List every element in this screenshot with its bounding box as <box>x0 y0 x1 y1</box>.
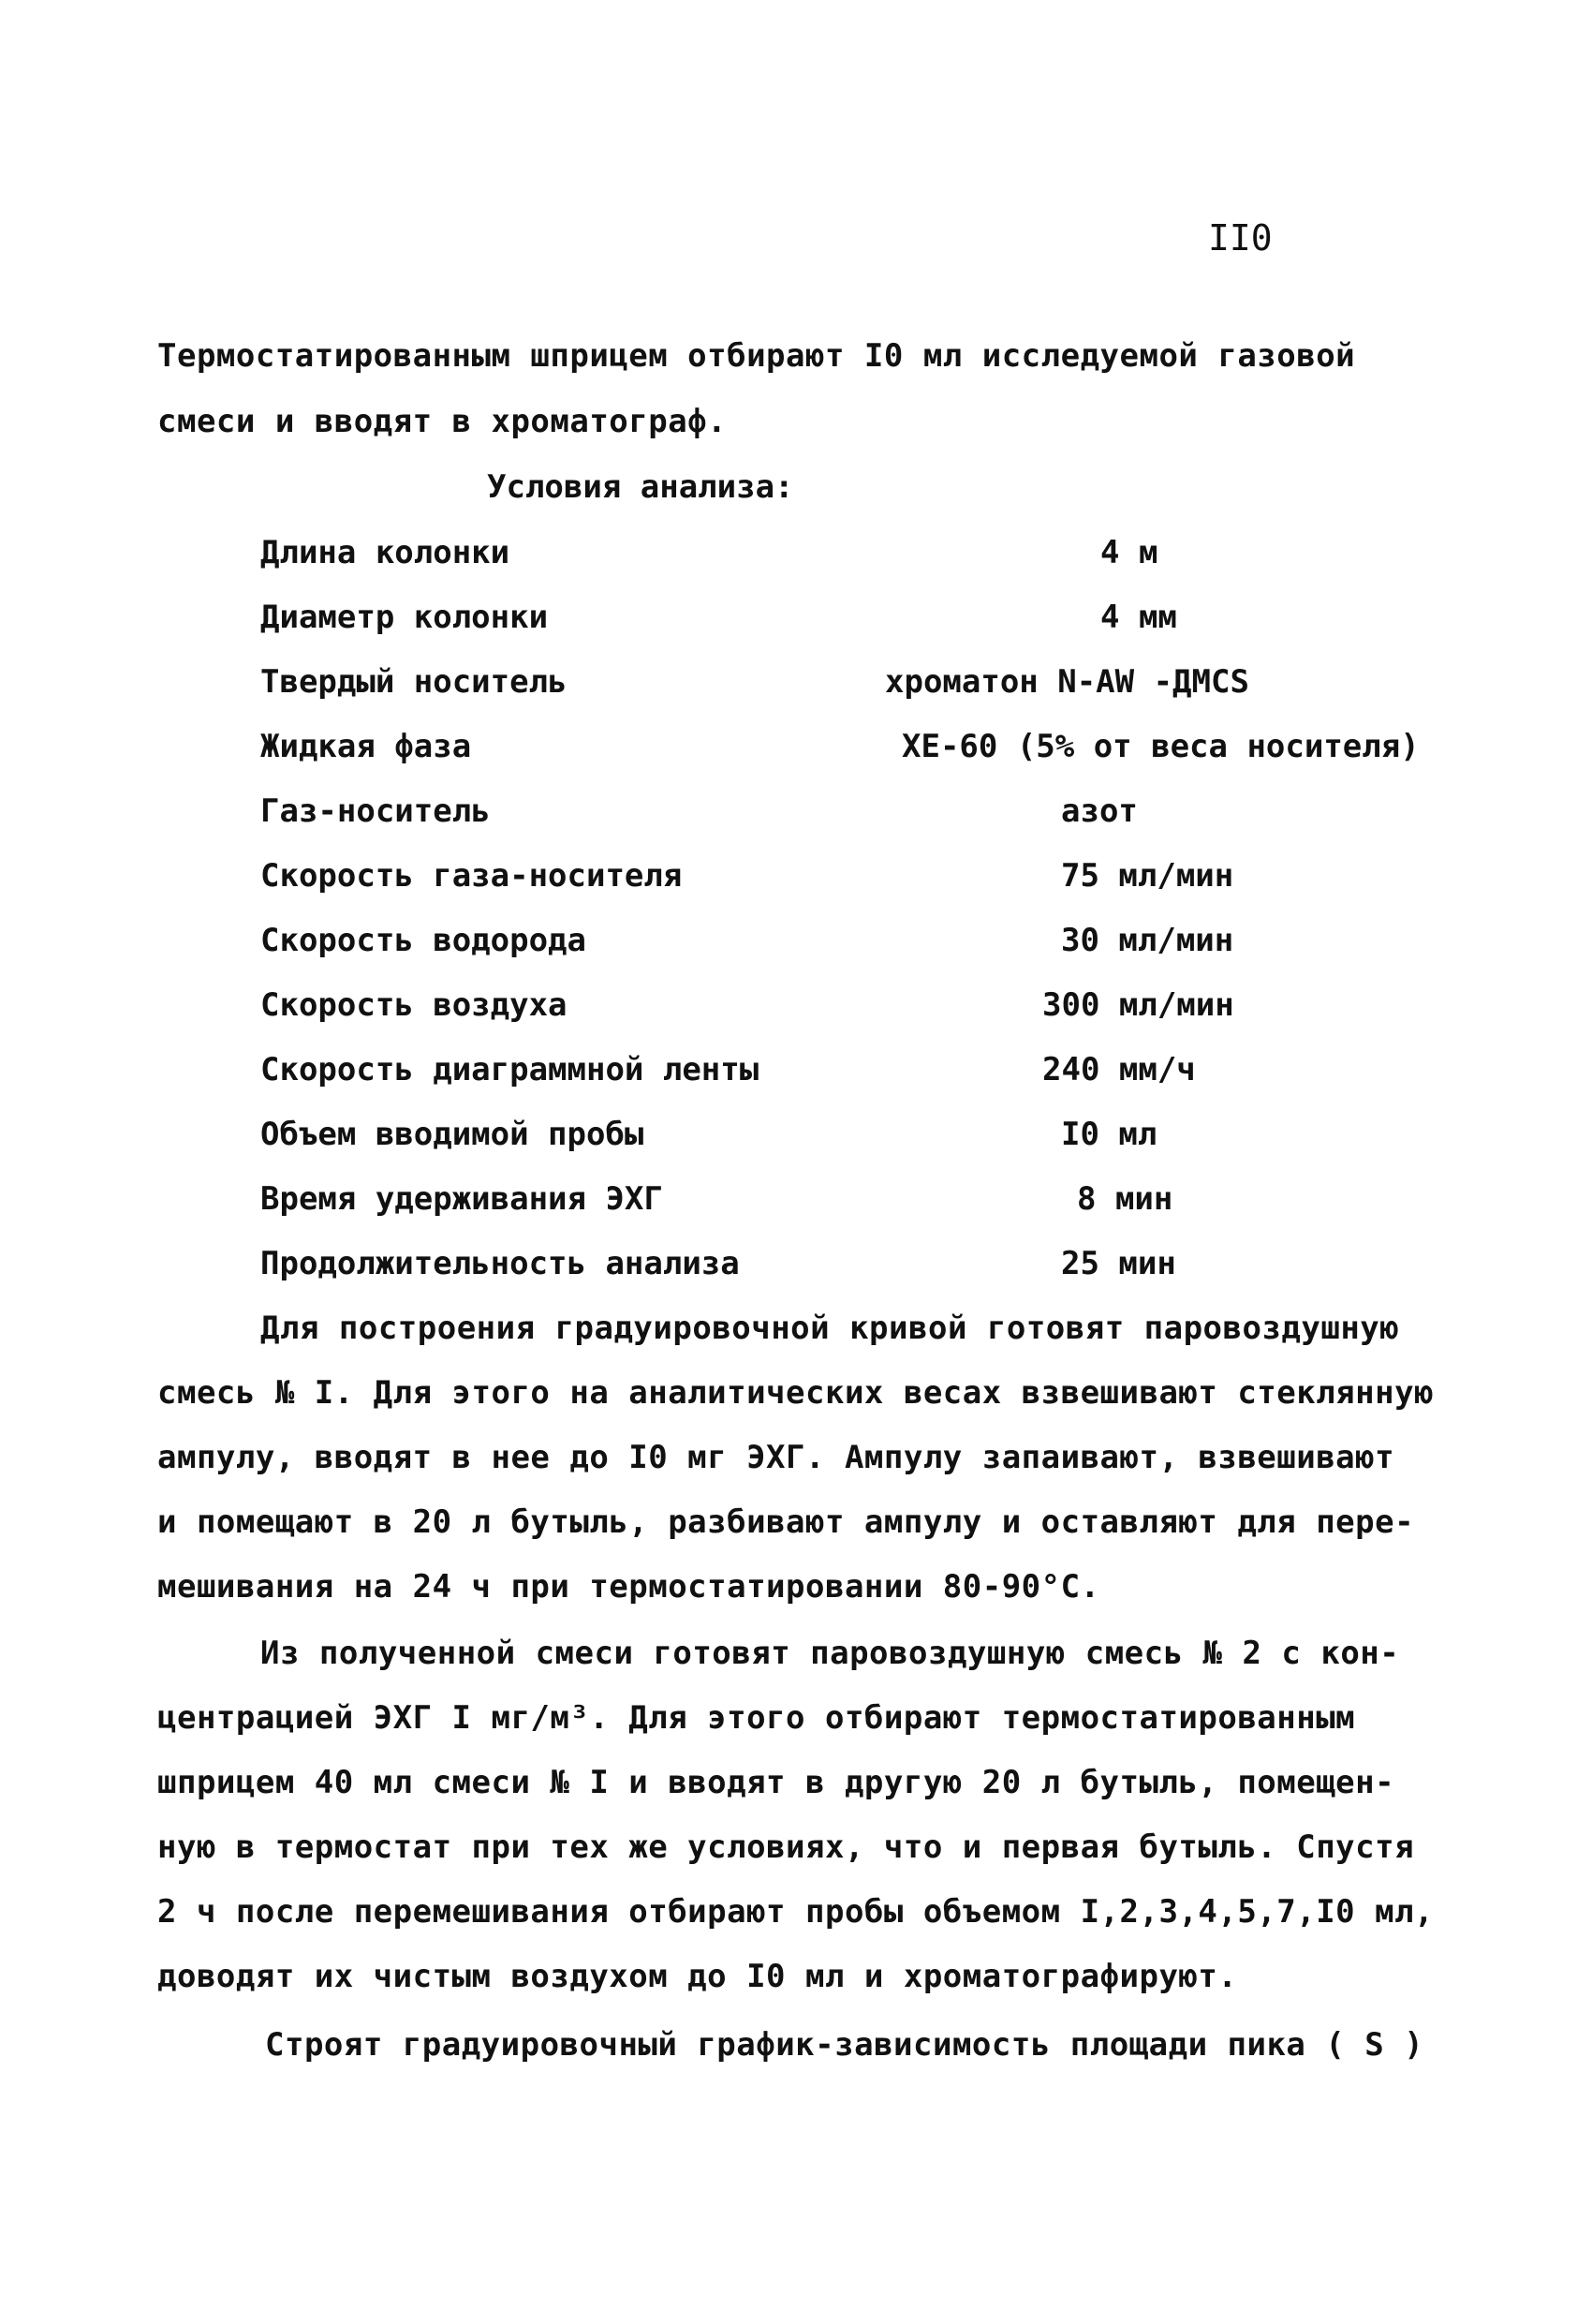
condition-value: 8 мин <box>1077 1180 1173 1218</box>
condition-label: Скорость газа-носителя <box>260 857 683 895</box>
condition-label: Скорость воздуха <box>260 986 568 1024</box>
paragraph-line: 2 ч после перемешивания отбирают пробы объемом I,2,3,4,5,7,I0 мл, <box>157 1893 1435 1931</box>
condition-value: азот <box>1061 792 1138 830</box>
condition-value: I0 мл <box>1061 1116 1157 1153</box>
condition-value: 4 м <box>1100 534 1158 571</box>
condition-value: 300 мл/мин <box>1042 986 1234 1024</box>
condition-label: Время удерживания ЭХГ <box>260 1180 663 1218</box>
condition-label: Жидкая фаза <box>260 728 472 765</box>
condition-row <box>0 1051 1592 1107</box>
condition-value: 75 мл/мин <box>1061 857 1234 895</box>
condition-row <box>0 663 1592 719</box>
condition-row <box>0 986 1592 1043</box>
paragraph-line: Из полученной смеси готовят паровоздушную смесь № 2 с кон- <box>260 1635 1400 1672</box>
condition-label: Объем вводимой пробы <box>260 1116 644 1153</box>
condition-label: Длина колонки <box>260 534 510 571</box>
condition-value: 4 мм <box>1100 599 1177 636</box>
paragraph-line: шприцем 40 мл смеси № I и вводят в другую 20 л бутыль, помещен- <box>157 1764 1395 1801</box>
condition-value: 240 мм/ч <box>1042 1051 1196 1088</box>
condition-value: 30 мл/мин <box>1061 922 1234 959</box>
conditions-heading: Условия анализа: <box>487 468 794 506</box>
page-number: II0 <box>1208 217 1273 259</box>
condition-label: Газ-носитель <box>260 792 491 830</box>
condition-row <box>0 1245 1592 1301</box>
intro-line: смеси и вводят в хроматограф. <box>157 403 728 440</box>
condition-value: 25 мин <box>1061 1245 1176 1282</box>
condition-row <box>0 534 1592 590</box>
condition-value: хроматон N-AW -ДМСS <box>885 663 1249 701</box>
paragraph-line: Для построения градуировочной кривой готовят паровоздушную <box>260 1310 1400 1347</box>
condition-row <box>0 599 1592 655</box>
condition-label: Диаметр колонки <box>260 599 549 636</box>
condition-value: ХЕ-60 (5% от веса носителя) <box>902 728 1420 765</box>
paragraph-line: и помещают в 20 л бутыль, разбивают ампулу и оставляют для пере- <box>157 1503 1415 1541</box>
paragraph-line: ную в термостат при тех же условиях, что и первая бутыль. Спустя <box>157 1828 1415 1866</box>
condition-row <box>0 1116 1592 1172</box>
condition-label: Скорость диаграммной ленты <box>260 1051 759 1088</box>
intro-line: Термостатированным шприцем отбирают I0 мл исследуемой газовой <box>157 337 1356 375</box>
paragraph-line: смесь № I. Для этого на аналитических весах взвешивают стеклянную <box>157 1374 1435 1412</box>
condition-row <box>0 857 1592 913</box>
condition-row <box>0 728 1592 784</box>
paragraph-line: ампулу, вводят в нее до I0 мг ЭХГ. Ампулу запаивают, взвешивают <box>157 1439 1395 1476</box>
condition-row <box>0 792 1592 849</box>
paragraph-line: мешивания на 24 ч при термостатировании 80-90°С. <box>157 1568 1100 1606</box>
condition-label: Продолжительность анализа <box>260 1245 740 1282</box>
condition-row <box>0 922 1592 978</box>
condition-label: Скорость водорода <box>260 922 586 959</box>
condition-row <box>0 1180 1592 1236</box>
condition-label: Твердый носитель <box>260 663 568 701</box>
paragraph-line: Строят градуировочный график-зависимость площади пика ( S ) <box>265 2026 1424 2064</box>
paragraph-line: доводят их чистым воздухом до I0 мл и хроматографируют. <box>157 1958 1238 1995</box>
paragraph-line: центрацией ЭХГ I мг/м³. Для этого отбирают термостатированным <box>157 1699 1356 1737</box>
